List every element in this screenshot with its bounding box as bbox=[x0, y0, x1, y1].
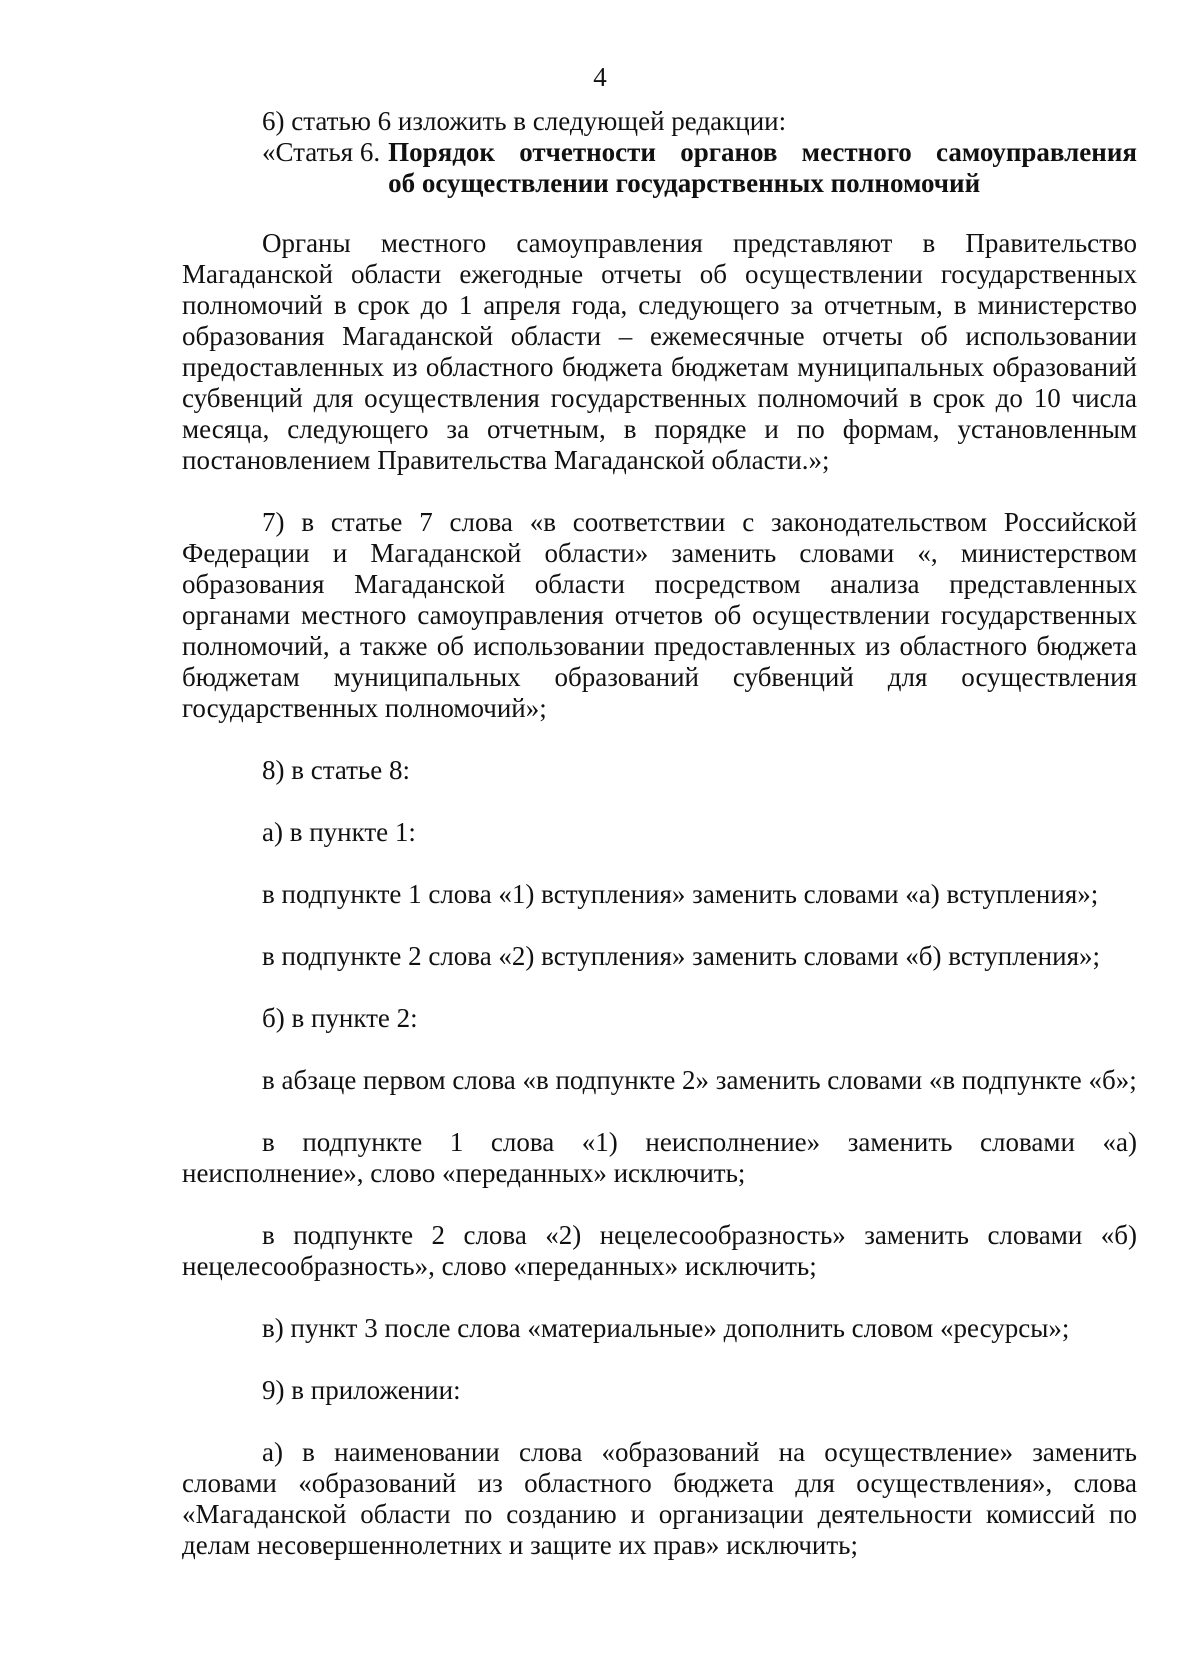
page-number: 4 bbox=[593, 62, 607, 92]
item-8-a-intro: а) в пункте 1: bbox=[262, 817, 416, 847]
item-8-b-intro: б) в пункте 2: bbox=[262, 1003, 418, 1033]
item-8-c: в) пункт 3 после слова «материальные» дополнить словом «ресурсы»; bbox=[262, 1313, 1070, 1343]
item-9-intro: 9) в приложении: bbox=[262, 1375, 461, 1405]
item-6-intro: 6) статью 6 изложить в следующей редакции: bbox=[262, 106, 787, 136]
document-body bbox=[182, 106, 1137, 1561]
item-7: 7) в статье 7 слова «в соответствии с законодательством Российской Федерации и Магаданской области» заменить словами «, министерством образования Магаданской области посредством анализа представленных органами местного самоуправления отчетов об осуществлении государственных полномочий, а также об использовании предоставленных из областного бюджета бюджетам муниципальных образований субвенций для осуществления государственных полномочий»; bbox=[182, 507, 1137, 723]
article-6-heading bbox=[182, 137, 1137, 199]
item-8-a-sub1: в подпункте 1 слова «1) вступления» заменить словами «а) вступления»; bbox=[262, 879, 1099, 909]
article-6-body: Органы местного самоуправления представляют в Правительство Магаданской области ежегодные отчеты об осуществлении государственных полномочий в срок до 1 апреля года, следующего за отчетным, в министерство образования Магаданской области – ежемесячные отчеты об использовании предоставленных из областного бюджета бюджетам муниципальных образований субвенций для осуществления государственных полномочий в срок до 10 числа месяца, следующего за отчетным, в порядке и по формам, установленным постановлением Правительства Магаданской области.»; bbox=[182, 228, 1137, 475]
article-6-title-line1: Порядок отчетности органов местного самоуправления bbox=[388, 137, 1137, 167]
item-8-intro: 8) в статье 8: bbox=[262, 755, 410, 785]
article-6-prefix: «Статья 6. bbox=[262, 137, 381, 167]
item-8-b-sub1: в подпункте 1 слова «1) неисполнение» заменить словами «а) неисполнение», слово «переданных» исключить; bbox=[182, 1127, 1137, 1188]
item-8-b-par1: в абзаце первом слова «в подпункте 2» заменить словами «в подпункте «б»; bbox=[262, 1065, 1137, 1095]
item-9-a: а) в наименовании слова «образований на осуществление» заменить словами «образований из областного бюджета для осуществления», слова «Магаданской области по созданию и организации деятельности комиссий по делам несовершеннолетних и защите их прав» исключить; bbox=[182, 1437, 1137, 1560]
item-8-a-sub2: в подпункте 2 слова «2) вступления» заменить словами «б) вступления»; bbox=[262, 941, 1100, 971]
article-6-title-line2: об осуществлении государственных полномочий bbox=[388, 168, 981, 198]
item-8-b-sub2: в подпункте 2 слова «2) нецелесообразность» заменить словами «б) нецелесообразность», слово «переданных» исключить; bbox=[182, 1220, 1137, 1281]
article-6-title bbox=[388, 137, 1137, 199]
